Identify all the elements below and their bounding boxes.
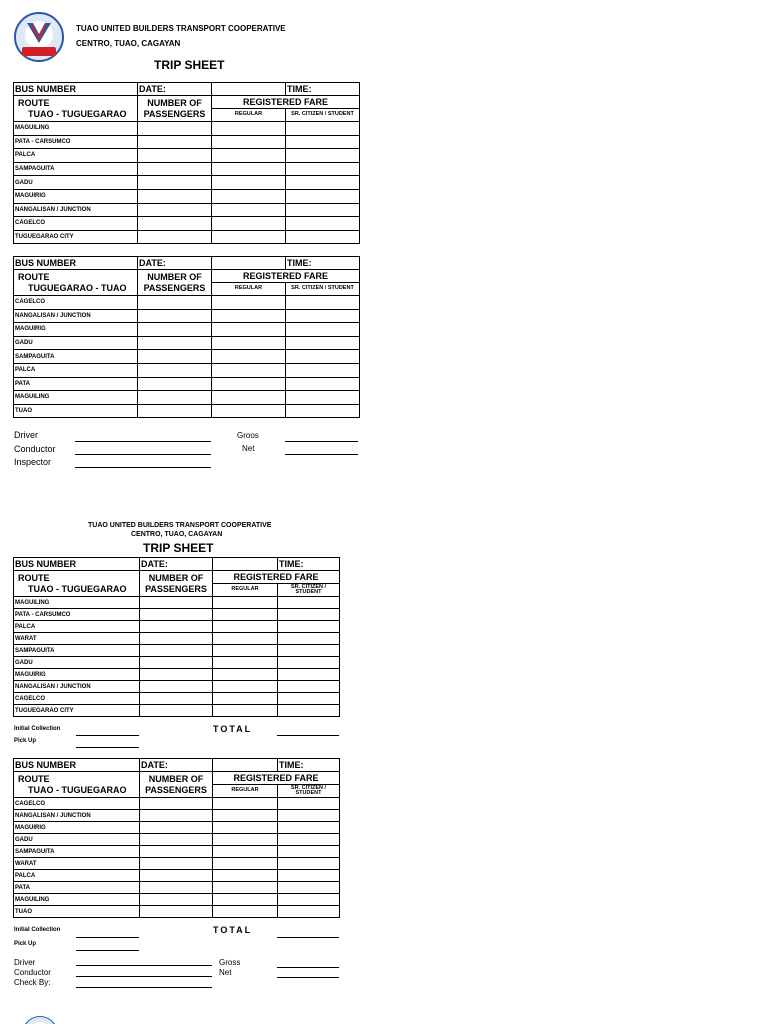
table-row: [14, 404, 360, 418]
senior-fare-cell[interactable]: [286, 135, 360, 149]
regular-fare-cell[interactable]: [212, 336, 286, 350]
route-cell: [14, 571, 140, 597]
table-row: [14, 645, 340, 657]
net-line-2[interactable]: [277, 977, 339, 978]
senior-fare-cell[interactable]: [278, 645, 340, 657]
pick-up-label: Pick Up: [14, 738, 37, 744]
senior-fare-cell[interactable]: [278, 633, 340, 645]
senior-fare-cell[interactable]: [278, 846, 340, 858]
total-line[interactable]: [277, 735, 339, 736]
registered-fare-header: REGISTERED FARE: [212, 96, 360, 109]
org-name-2: TUAO UNITED BUILDERS TRANSPORT COOPERATIVE: [88, 522, 272, 529]
senior-fare-cell[interactable]: [286, 391, 360, 405]
driver-label-2: Driver: [14, 958, 36, 967]
senior-fare-cell[interactable]: [278, 693, 340, 705]
stop-name: PATA: [14, 377, 138, 391]
regular-fare-cell[interactable]: [212, 230, 286, 244]
table-row: [14, 189, 360, 203]
route-label: ROUTE: [18, 272, 50, 283]
route-name: TUAO - TUGUEGARAO: [28, 784, 127, 795]
date-value-cell[interactable]: [213, 759, 278, 772]
regular-fare-cell[interactable]: [212, 363, 286, 377]
conductor-line-2[interactable]: [76, 976, 212, 977]
passengers-cell[interactable]: [140, 669, 213, 681]
passengers-cell[interactable]: [138, 122, 212, 136]
passengers-cell[interactable]: [138, 135, 212, 149]
stop-name: CAGELCO: [14, 693, 140, 705]
passengers-cell[interactable]: [140, 894, 213, 906]
passengers-cell[interactable]: [140, 858, 213, 870]
table-row: [14, 350, 360, 364]
stop-name: MAGUIRIG: [14, 669, 140, 681]
bus-number-label: BUS NUMBER: [14, 257, 138, 270]
logo-band: [22, 47, 56, 56]
senior-fare-cell[interactable]: [278, 657, 340, 669]
date-value-cell[interactable]: [213, 558, 278, 571]
table-row: [14, 858, 340, 870]
senior-fare-cell[interactable]: [278, 705, 340, 717]
regular-fare-cell[interactable]: [213, 834, 278, 846]
date-label: DATE:: [138, 83, 212, 96]
regular-fare-cell[interactable]: [213, 705, 278, 717]
regular-fare-cell[interactable]: [212, 296, 286, 310]
stop-name: NANGALISAN / JUNCTION: [14, 309, 138, 323]
senior-fare-cell[interactable]: [278, 906, 340, 918]
senior-fare-cell[interactable]: [286, 336, 360, 350]
senior-fare-cell[interactable]: [286, 176, 360, 190]
regular-fare-cell[interactable]: [213, 633, 278, 645]
senior-student-header: SR. CITIZEN / STUDENT: [286, 109, 360, 122]
regular-fare-cell[interactable]: [212, 404, 286, 418]
regular-fare-cell[interactable]: [212, 377, 286, 391]
table-row: [14, 798, 340, 810]
trip-table-return-2: [13, 758, 340, 918]
driver-line[interactable]: [75, 441, 211, 442]
passengers-cell[interactable]: [138, 296, 212, 310]
senior-fare-cell[interactable]: [278, 834, 340, 846]
regular-fare-cell[interactable]: [212, 162, 286, 176]
org-address: CENTRO, TUAO, CAGAYAN: [76, 39, 181, 48]
passengers-cell[interactable]: [140, 681, 213, 693]
passengers-cell[interactable]: [138, 350, 212, 364]
passengers-cell[interactable]: [140, 645, 213, 657]
stop-name: PALCA: [14, 149, 138, 163]
pick-up-line-2[interactable]: [76, 950, 139, 951]
senior-fare-cell[interactable]: [278, 822, 340, 834]
table-row: [14, 834, 340, 846]
cooperative-logo: [14, 12, 64, 62]
senior-fare-cell[interactable]: [278, 870, 340, 882]
time-label: TIME:: [278, 558, 340, 571]
table-row: [14, 669, 340, 681]
route-name: TUAO - TUGUEGARAO: [28, 108, 127, 119]
net-line[interactable]: [285, 454, 358, 455]
regular-fare-cell[interactable]: [213, 822, 278, 834]
regular-fare-cell[interactable]: [213, 798, 278, 810]
table-row: [14, 681, 340, 693]
regular-fare-cell[interactable]: [213, 906, 278, 918]
regular-fare-cell[interactable]: [213, 870, 278, 882]
passengers-cell[interactable]: [140, 633, 213, 645]
passengers-cell[interactable]: [138, 363, 212, 377]
senior-student-header: SR. CITIZEN / STUDENT: [278, 584, 340, 597]
senior-fare-cell[interactable]: [286, 323, 360, 337]
senior-fare-cell[interactable]: [286, 377, 360, 391]
senior-fare-cell[interactable]: [278, 609, 340, 621]
regular-fare-cell[interactable]: [213, 645, 278, 657]
route-name: TUAO - TUGUEGARAO: [28, 583, 127, 594]
date-value-cell[interactable]: [212, 257, 286, 270]
senior-fare-cell[interactable]: [278, 669, 340, 681]
passengers-cell[interactable]: [140, 870, 213, 882]
stop-name: TUGUEGARAO CITY: [14, 230, 138, 244]
stop-name: TUAO: [14, 404, 138, 418]
stop-name: PATA: [14, 882, 140, 894]
stop-name: MAGUIRIG: [14, 189, 138, 203]
stop-name: PATA - CARSUMCO: [14, 609, 140, 621]
table-row: [14, 906, 340, 918]
regular-fare-cell[interactable]: [213, 657, 278, 669]
pick-up-label-2: Pick Up: [14, 941, 37, 947]
date-value-cell[interactable]: [212, 83, 286, 96]
regular-fare-cell[interactable]: [213, 597, 278, 609]
stop-name: WARAT: [14, 633, 140, 645]
senior-fare-cell[interactable]: [286, 309, 360, 323]
passengers-cell[interactable]: [140, 657, 213, 669]
passengers-cell[interactable]: [140, 846, 213, 858]
regular-fare-cell[interactable]: [212, 309, 286, 323]
table-row: [14, 597, 340, 609]
route-name: TUGUEGARAO - TUAO: [28, 282, 127, 293]
table-row: [14, 657, 340, 669]
passengers-cell[interactable]: [138, 203, 212, 217]
passengers-cell[interactable]: [138, 162, 212, 176]
check-by-label: Check By:: [14, 978, 51, 987]
bus-number-label: BUS NUMBER: [14, 558, 140, 571]
gross-line[interactable]: [285, 441, 358, 442]
senior-fare-cell[interactable]: [286, 363, 360, 377]
table-row: [14, 621, 340, 633]
conductor-line[interactable]: [75, 454, 211, 455]
regular-fare-cell[interactable]: [213, 858, 278, 870]
senior-fare-cell[interactable]: [278, 882, 340, 894]
stop-name: PATA - CARSUMCO: [14, 135, 138, 149]
date-label: DATE:: [140, 759, 213, 772]
table-row: [14, 882, 340, 894]
table-row: [14, 336, 360, 350]
senior-fare-cell[interactable]: [286, 189, 360, 203]
stop-name: WARAT: [14, 858, 140, 870]
inspector-line[interactable]: [75, 467, 211, 468]
passengers-header: NUMBER OF PASSENGERS: [140, 772, 213, 798]
table-row: [14, 296, 360, 310]
table-row: [14, 323, 360, 337]
stop-name: PALCA: [14, 621, 140, 633]
senior-fare-cell[interactable]: [286, 296, 360, 310]
stop-name: NANGALISAN / JUNCTION: [14, 810, 140, 822]
stop-name: CAGELCO: [14, 217, 138, 231]
route-label: ROUTE: [18, 774, 50, 785]
senior-student-header: SR. CITIZEN / STUDENT: [278, 785, 340, 798]
table-row: [14, 377, 360, 391]
stop-name: PALCA: [14, 870, 140, 882]
passengers-cell[interactable]: [138, 377, 212, 391]
total-line-2[interactable]: [277, 937, 339, 938]
regular-header: REGULAR: [213, 785, 278, 798]
regular-fare-cell[interactable]: [212, 391, 286, 405]
regular-fare-cell[interactable]: [213, 621, 278, 633]
regular-fare-cell[interactable]: [212, 203, 286, 217]
stop-name: PALCA: [14, 363, 138, 377]
regular-fare-cell[interactable]: [213, 894, 278, 906]
initial-collection-label-2: Initial Collection: [14, 927, 61, 933]
stop-name: CAGELCO: [14, 296, 138, 310]
table-row: [14, 846, 340, 858]
passengers-cell[interactable]: [138, 176, 212, 190]
table-row: [14, 217, 360, 231]
passengers-cell[interactable]: [138, 323, 212, 337]
passengers-cell[interactable]: [138, 391, 212, 405]
page-title-2: TRIP SHEET: [143, 541, 214, 555]
regular-fare-cell[interactable]: [213, 669, 278, 681]
senior-fare-cell[interactable]: [286, 162, 360, 176]
senior-fare-cell[interactable]: [286, 122, 360, 136]
table-row: [14, 693, 340, 705]
stop-name: TUGUEGARAO CITY: [14, 705, 140, 717]
regular-fare-cell[interactable]: [212, 350, 286, 364]
table-row: [14, 705, 340, 717]
regular-fare-cell[interactable]: [212, 122, 286, 136]
regular-fare-cell[interactable]: [212, 189, 286, 203]
passengers-cell[interactable]: [138, 149, 212, 163]
date-label: DATE:: [140, 558, 213, 571]
table-row: [14, 609, 340, 621]
table-row: [14, 870, 340, 882]
regular-fare-cell[interactable]: [212, 323, 286, 337]
stop-name: MAGUILING: [14, 391, 138, 405]
passengers-header: NUMBER OF PASSENGERS: [140, 571, 213, 597]
regular-fare-cell[interactable]: [213, 693, 278, 705]
senior-fare-cell[interactable]: [286, 350, 360, 364]
trip-table-outbound-2: [13, 557, 340, 717]
stop-name: NANGALISAN / JUNCTION: [14, 681, 140, 693]
passengers-cell[interactable]: [140, 597, 213, 609]
passengers-cell[interactable]: [140, 810, 213, 822]
page-title: TRIP SHEET: [154, 58, 225, 72]
cooperative-logo-bottom: [22, 1016, 58, 1024]
stop-name: TUAO: [14, 906, 140, 918]
senior-fare-cell[interactable]: [278, 858, 340, 870]
regular-fare-cell[interactable]: [212, 176, 286, 190]
regular-fare-cell[interactable]: [213, 882, 278, 894]
senior-fare-cell[interactable]: [286, 217, 360, 231]
time-label: TIME:: [286, 257, 360, 270]
initial-collection-line-2[interactable]: [76, 937, 139, 938]
passengers-cell[interactable]: [140, 705, 213, 717]
passengers-cell[interactable]: [140, 621, 213, 633]
table-row: [14, 391, 360, 405]
senior-fare-cell[interactable]: [286, 404, 360, 418]
table-row: [14, 822, 340, 834]
passengers-cell[interactable]: [140, 882, 213, 894]
net-label-2: Net: [219, 968, 232, 977]
stop-name: GADU: [14, 834, 140, 846]
total-label: TOTAL: [213, 724, 253, 734]
passengers-cell[interactable]: [138, 404, 212, 418]
table-row: [14, 810, 340, 822]
initial-collection-line[interactable]: [76, 735, 139, 736]
passengers-header: NUMBER OF PASSENGERS: [138, 96, 212, 122]
route-cell: [14, 96, 138, 122]
org-name: TUAO UNITED BUILDERS TRANSPORT COOPERATIVE: [76, 24, 286, 33]
table-row: [14, 633, 340, 645]
passengers-cell[interactable]: [138, 217, 212, 231]
inspector-label: Inspector: [14, 457, 52, 467]
stop-name: MAGUILING: [14, 894, 140, 906]
stop-name: SAMPAGUITA: [14, 846, 140, 858]
table-row: [14, 894, 340, 906]
gross-label: Groos: [237, 431, 259, 440]
time-label: TIME:: [286, 83, 360, 96]
passengers-cell[interactable]: [140, 834, 213, 846]
route-cell: [14, 270, 138, 296]
total-label-2: TOTAL: [213, 925, 253, 935]
org-address-2: CENTRO, TUAO, CAGAYAN: [131, 531, 223, 538]
stop-name: SAMPAGUITA: [14, 645, 140, 657]
stop-name: SAMPAGUITA: [14, 162, 138, 176]
senior-fare-cell[interactable]: [278, 894, 340, 906]
route-label: ROUTE: [18, 573, 50, 584]
table-row: [14, 149, 360, 163]
stop-name: SAMPAGUITA: [14, 350, 138, 364]
regular-fare-cell[interactable]: [213, 681, 278, 693]
table-row: [14, 162, 360, 176]
passengers-cell[interactable]: [138, 336, 212, 350]
regular-header: REGULAR: [212, 109, 286, 122]
senior-fare-cell[interactable]: [286, 230, 360, 244]
net-label: Net: [242, 444, 255, 453]
passengers-cell[interactable]: [140, 822, 213, 834]
stop-name: GADU: [14, 336, 138, 350]
senior-fare-cell[interactable]: [278, 810, 340, 822]
passengers-header: NUMBER OF PASSENGERS: [138, 270, 212, 296]
registered-fare-header: REGISTERED FARE: [213, 571, 340, 584]
senior-fare-cell[interactable]: [278, 798, 340, 810]
stop-name: MAGUIRIG: [14, 323, 138, 337]
table-row: [14, 203, 360, 217]
bus-number-label: BUS NUMBER: [14, 83, 138, 96]
table-row: [14, 363, 360, 377]
registered-fare-header: REGISTERED FARE: [212, 270, 360, 283]
table-row: [14, 135, 360, 149]
driver-label: Driver: [14, 430, 38, 440]
initial-collection-label: Initial Collection: [14, 726, 61, 732]
regular-fare-cell[interactable]: [213, 609, 278, 621]
table-row: [14, 309, 360, 323]
trip-table-return: [13, 256, 360, 418]
regular-fare-cell[interactable]: [212, 149, 286, 163]
stop-name: MAGUILING: [14, 597, 140, 609]
table-row: [14, 122, 360, 136]
date-label: DATE:: [138, 257, 212, 270]
driver-line-2[interactable]: [76, 965, 212, 966]
stop-name: MAGUIRIG: [14, 822, 140, 834]
route-label: ROUTE: [18, 98, 50, 109]
stop-name: MAGUILING: [14, 122, 138, 136]
passengers-cell[interactable]: [140, 906, 213, 918]
regular-fare-cell[interactable]: [212, 217, 286, 231]
stop-name: GADU: [14, 176, 138, 190]
gross-label-2: Gross: [219, 958, 241, 967]
senior-fare-cell[interactable]: [286, 203, 360, 217]
pick-up-line[interactable]: [76, 747, 139, 748]
stop-name: CAGELCO: [14, 798, 140, 810]
passengers-cell[interactable]: [138, 230, 212, 244]
regular-header: REGULAR: [213, 584, 278, 597]
gross-line-2[interactable]: [277, 967, 339, 968]
senior-fare-cell[interactable]: [286, 149, 360, 163]
passengers-cell[interactable]: [140, 798, 213, 810]
stop-name: NANGALISAN / JUNCTION: [14, 203, 138, 217]
table-row: [14, 230, 360, 244]
regular-fare-cell[interactable]: [212, 135, 286, 149]
senior-fare-cell[interactable]: [278, 681, 340, 693]
passengers-cell[interactable]: [140, 693, 213, 705]
table-row: [14, 176, 360, 190]
conductor-label: Conductor: [14, 444, 56, 454]
senior-student-header: SR. CITIZEN / STUDENT: [286, 283, 360, 296]
passengers-cell[interactable]: [138, 309, 212, 323]
trip-table-outbound: [13, 82, 360, 244]
route-cell: [14, 772, 140, 798]
time-label: TIME:: [278, 759, 340, 772]
stop-name: GADU: [14, 657, 140, 669]
regular-fare-cell[interactable]: [213, 846, 278, 858]
regular-fare-cell[interactable]: [213, 810, 278, 822]
regular-header: REGULAR: [212, 283, 286, 296]
bus-number-label: BUS NUMBER: [14, 759, 140, 772]
conductor-label-2: Conductor: [14, 968, 51, 977]
passengers-cell[interactable]: [138, 189, 212, 203]
senior-fare-cell[interactable]: [278, 621, 340, 633]
senior-fare-cell[interactable]: [278, 597, 340, 609]
registered-fare-header: REGISTERED FARE: [213, 772, 340, 785]
passengers-cell[interactable]: [140, 609, 213, 621]
check-by-line[interactable]: [76, 987, 212, 988]
